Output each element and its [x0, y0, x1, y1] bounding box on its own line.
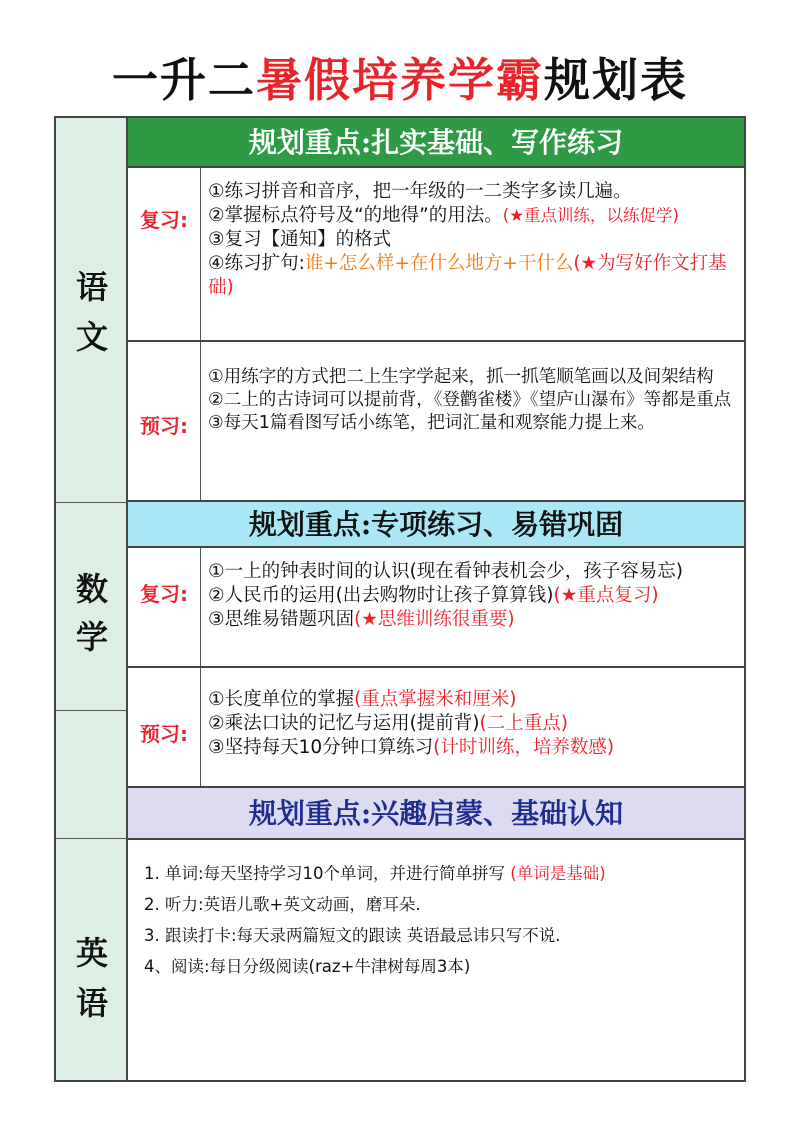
list-item: ②二上的古诗词可以提前背，《登鹳雀楼》《望庐山瀑布》等都是重点	[208, 390, 732, 410]
math-preview-list	[208, 688, 738, 760]
divider	[200, 168, 201, 340]
subject-label-math-2: 学	[75, 618, 108, 656]
math-banner: 规划重点:专项练习、易错巩固	[128, 502, 744, 548]
divider	[200, 548, 201, 666]
review-label: 复习:	[140, 582, 188, 606]
math-review-list	[208, 560, 738, 632]
chinese-preview-list	[208, 366, 738, 435]
highlight-formula: 谁+怎么样+在什么地方+干什么	[304, 253, 574, 274]
list-item: ④练习扩句:谁+怎么样+在什么地方+干什么(★为写好作文打基础)	[208, 253, 727, 298]
highlight-note: (★思维训练很重要)	[354, 609, 515, 630]
list-item: ②掌握标点符号及“的地得”的用法。(★重点训练，以练促学)	[208, 205, 679, 226]
highlight-note: (★重点复习)	[553, 585, 659, 606]
list-item: ①一上的钟表时间的认识(现在看钟表机会少，孩子容易忘)	[208, 561, 684, 582]
review-label: 复习:	[140, 208, 188, 232]
divider	[56, 502, 128, 503]
list-item: ①长度单位的掌握(重点掌握米和厘米)	[208, 689, 517, 710]
chinese-review-list	[208, 180, 738, 300]
list-item: 3. 跟读打卡:每天录两篇短文的跟读 英语最忌讳只写不说.	[144, 926, 561, 945]
subject-label-math-1: 数	[75, 570, 108, 608]
page-title	[0, 44, 800, 110]
subject-label-chinese-2: 文	[75, 318, 108, 356]
divider	[56, 710, 128, 711]
highlight-note: (单词是基础)	[510, 864, 606, 883]
highlight-note: (★重点训练，以练促学)	[502, 206, 679, 225]
divider	[56, 838, 128, 839]
preview-label: 预习:	[140, 414, 188, 438]
list-item: ③复习【通知】的格式	[208, 229, 392, 250]
highlight-note: (★为写好作文打基础)	[208, 253, 727, 298]
list-item: ①用练字的方式把二上生字学起来，抓一抓笔顺笔画以及间架结构	[208, 367, 714, 387]
english-list	[144, 858, 734, 982]
list-item: 4、阅读:每日分级阅读(raz+牛津树每周3本)	[144, 957, 471, 976]
subject-cell-english	[56, 838, 128, 1080]
english-banner: 规划重点:兴趣启蒙、基础认知	[128, 788, 744, 840]
math-preview-row	[128, 668, 744, 788]
subject-label-english-2: 语	[75, 984, 108, 1022]
title-part-3: 规划表	[544, 53, 688, 107]
list-item: ①练习拼音和音序，把一年级的一二类字多读几遍。	[208, 181, 632, 202]
title-part-1: 一升二	[112, 53, 256, 107]
math-review-row	[128, 548, 744, 668]
list-item: 2. 听力:英语儿歌+英文动画，磨耳朵.	[144, 895, 421, 914]
list-item: ②乘法口诀的记忆与运用(提前背)(二上重点)	[208, 713, 568, 734]
list-item: ③每天1篇看图写话小练笔，把词汇量和观察能力提上来。	[208, 413, 655, 433]
list-item: ③思维易错题巩固(★思维训练很重要)	[208, 609, 515, 630]
divider	[200, 668, 201, 786]
chinese-banner: 规划重点:扎实基础、写作练习	[128, 118, 744, 168]
title-part-2: 暑假培养学霸	[256, 53, 544, 107]
preview-label: 预习:	[140, 722, 188, 746]
subject-label-chinese-1: 语	[75, 268, 108, 306]
highlight-note: (计时训练，培养数感)	[433, 737, 615, 758]
list-item: 1. 单词:每天坚持学习10个单词，并进行简单拼写 (单词是基础)	[144, 864, 606, 883]
highlight-note: (二上重点)	[479, 713, 568, 734]
chinese-preview-row	[128, 342, 744, 502]
divider	[200, 342, 201, 500]
highlight-note: (重点掌握米和厘米)	[354, 689, 517, 710]
subject-cell-chinese	[56, 118, 128, 502]
plan-table	[54, 116, 746, 1082]
list-item: ②人民币的运用(出去购物时让孩子算算钱)(★重点复习)	[208, 585, 659, 606]
list-item: ③坚持每天10分钟口算练习(计时训练，培养数感)	[208, 737, 615, 758]
chinese-review-row	[128, 168, 744, 342]
subject-label-english-1: 英	[75, 934, 108, 972]
subject-cell-math	[56, 502, 128, 838]
english-content	[128, 840, 744, 1080]
